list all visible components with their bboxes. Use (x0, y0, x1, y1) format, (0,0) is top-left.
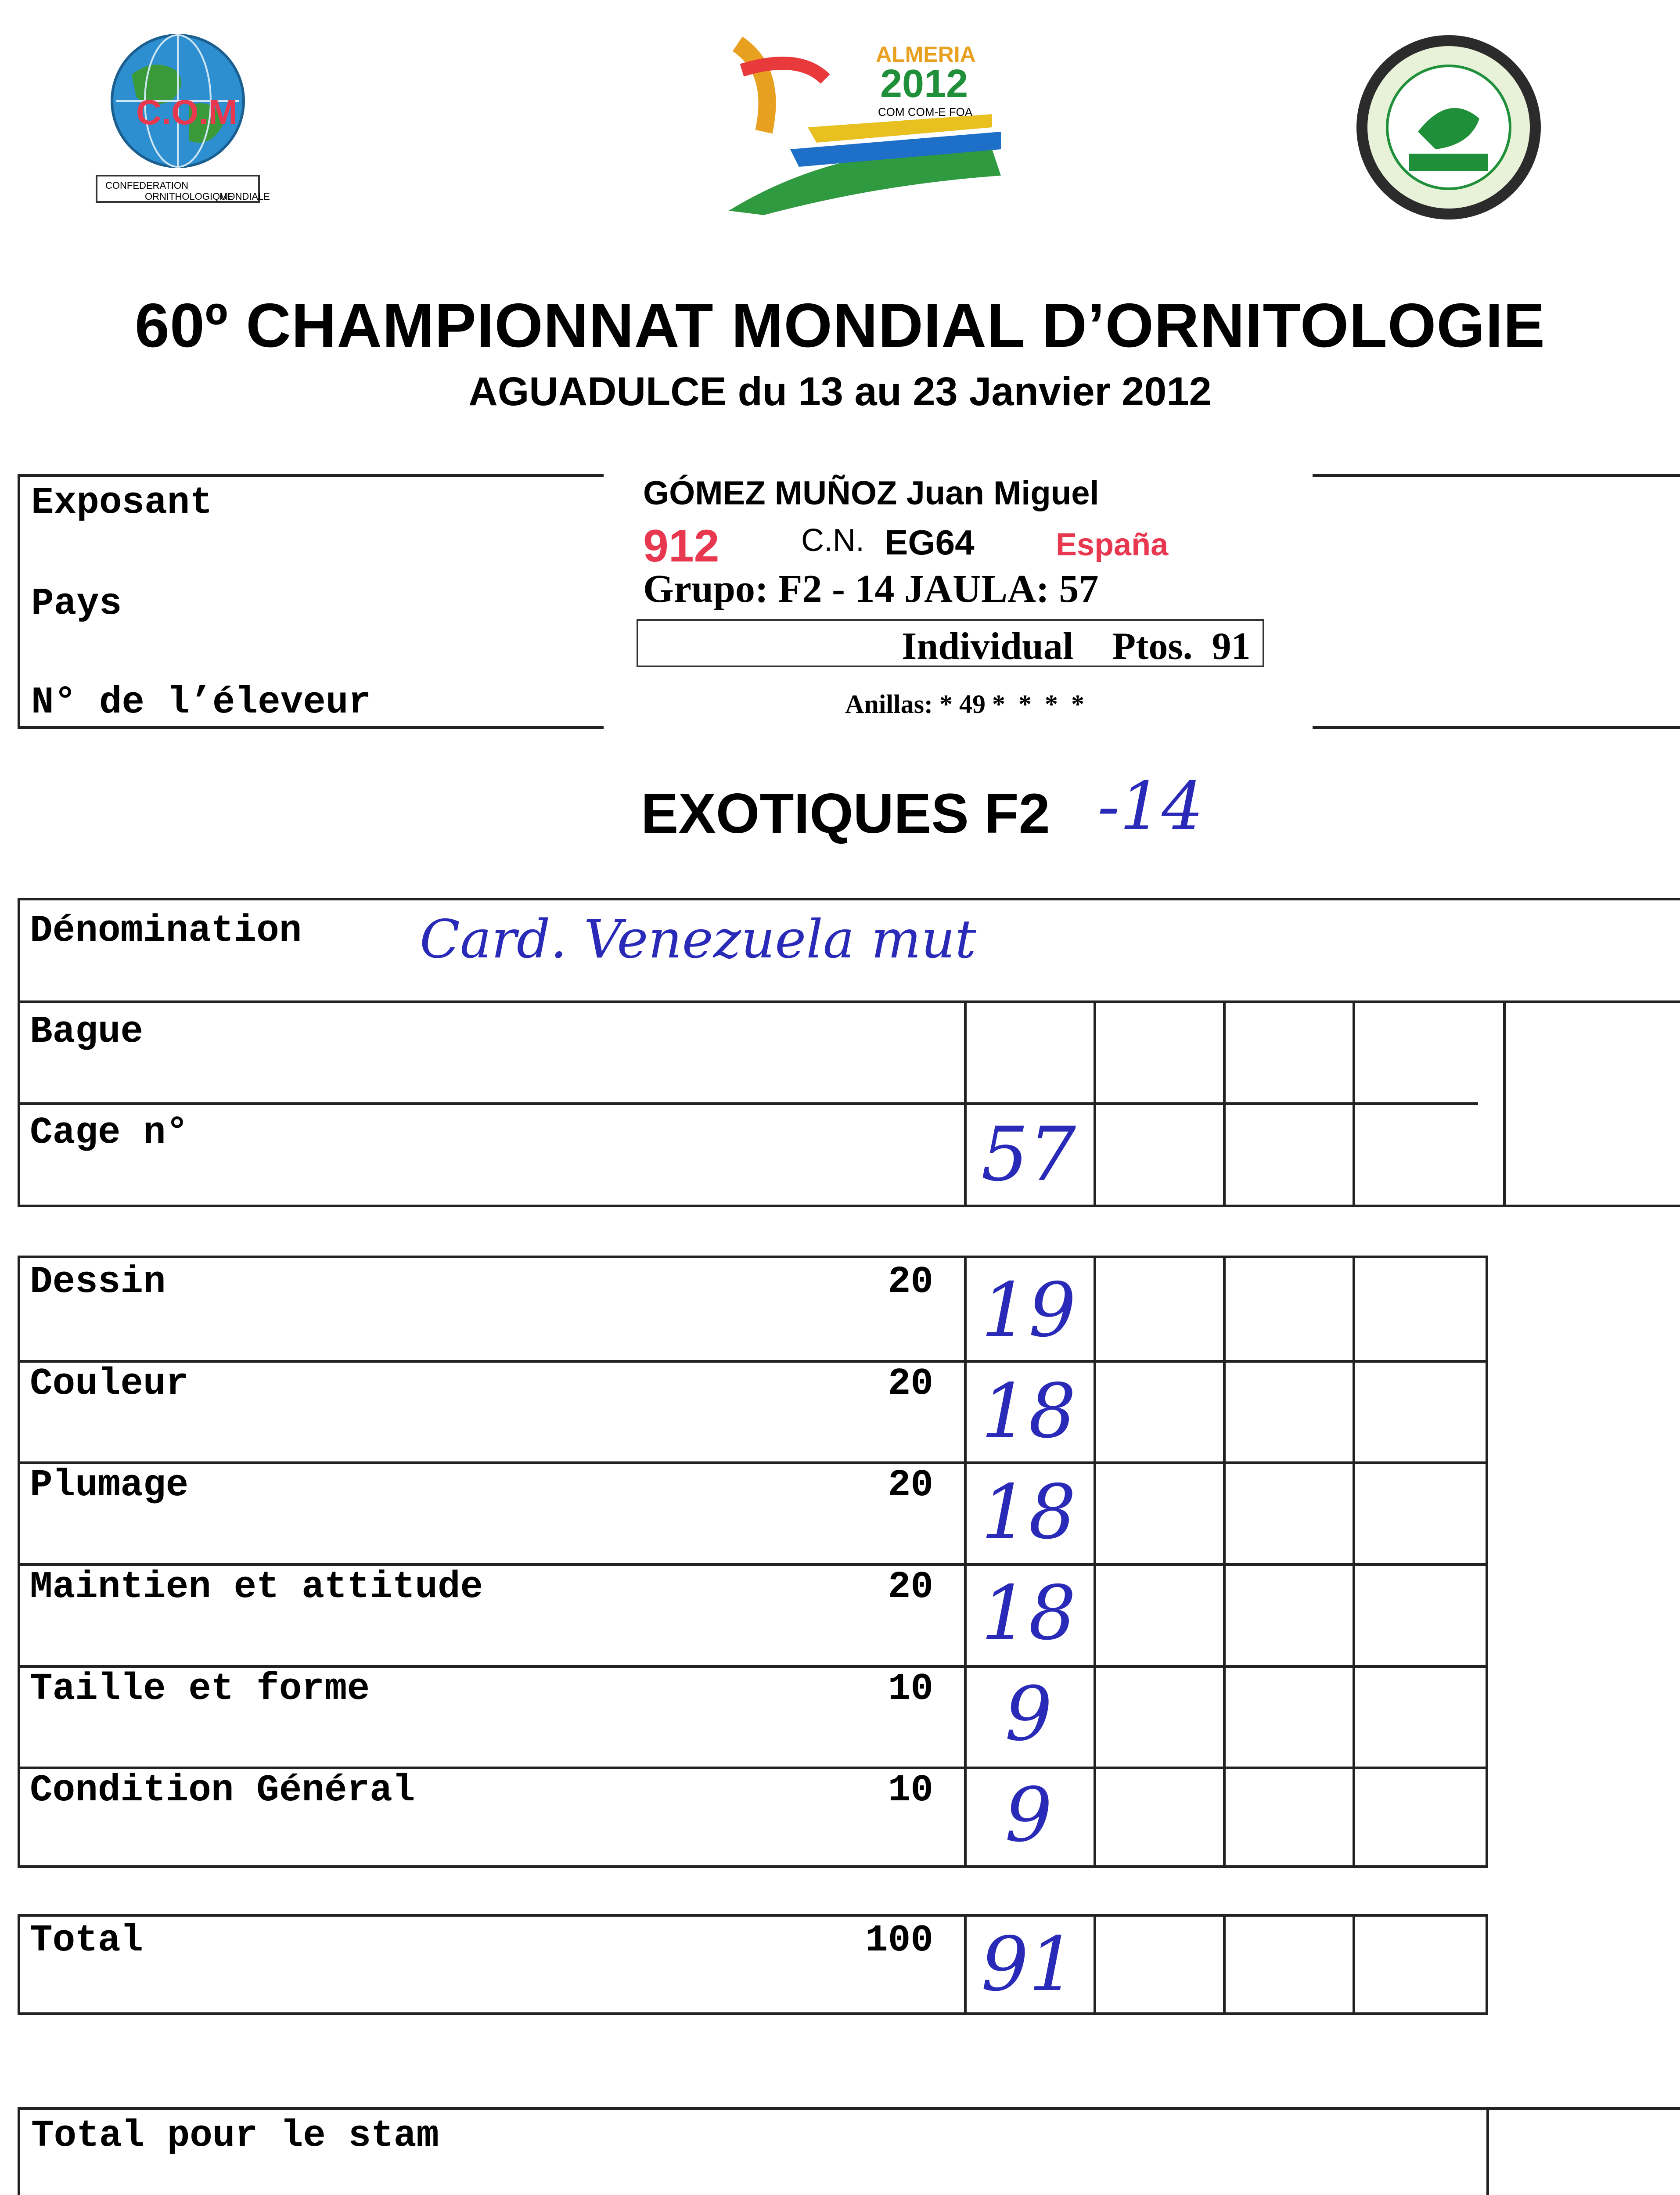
individual-points-box (637, 619, 1264, 667)
collection-table (18, 2107, 1680, 2195)
group-cage-info: Grupo: F2 - 14 JAULA: 57 (643, 567, 1099, 611)
criterion-dessin-max: 20 (888, 1260, 933, 1303)
identity-table (18, 898, 1680, 1207)
criterion-condition-score: 9 (1004, 1772, 1053, 1859)
criterion-couleur-score: 18 (981, 1368, 1076, 1455)
criterion-plumage-score: 18 (981, 1469, 1076, 1556)
criterion-taille-max: 10 (888, 1667, 933, 1710)
rings: Anillas: * 49 * * * * (845, 690, 1085, 719)
exhibitor-label-card (604, 461, 1313, 733)
breeder-number-label: N° de l’éleveur (31, 681, 371, 724)
criterion-taille-score: 9 (1004, 1671, 1053, 1758)
com-logo-caption-2: ORNITHOLOGIQUE (145, 191, 234, 202)
criterion-couleur-max: 20 (888, 1362, 933, 1405)
criterion-condition-label: Condition Général (30, 1769, 415, 1812)
pays-label: Pays (31, 582, 122, 625)
criterion-maintien-max: 20 (888, 1565, 933, 1608)
page-subtitle: AGUADULCE du 13 au 23 Janvier 2012 (468, 369, 1212, 414)
criterion-maintien-label: Maintien et attitude (30, 1565, 483, 1608)
total-label: Total (30, 1919, 144, 1962)
total-table (18, 1914, 1488, 2015)
exhibitor-name: GÓMEZ MUÑOZ Juan Miguel (643, 475, 1099, 512)
criterion-taille-label: Taille et forme (30, 1667, 370, 1710)
almeria-logo-name: ALMERIA (876, 42, 976, 67)
criterion-dessin-label: Dessin (30, 1260, 166, 1303)
individual-points: Individual Ptos. 91 (902, 625, 1251, 668)
com-logo-caption: CONFEDERATION (105, 180, 189, 191)
almeria-logo-year: 2012 (880, 62, 968, 106)
cn-code: EG64 (885, 523, 975, 562)
criterion-dessin-score: 19 (981, 1267, 1076, 1354)
total-max: 100 (865, 1919, 933, 1962)
com-globe-logo (75, 18, 281, 211)
denomination-value: Card. Venezuela mut (420, 909, 976, 970)
com-logo-text: C.O.M (136, 93, 238, 132)
com-logo-caption-3: MONDIALE (219, 191, 270, 202)
almeria-2012-logo (711, 18, 1018, 220)
exhibitor-number: 912 (643, 521, 719, 572)
criterion-maintien-score: 18 (981, 1570, 1076, 1657)
almeria-logo-caption: COM COM-E FOA (878, 105, 973, 119)
total-score: 91 (981, 1921, 1076, 2008)
cage-value: 57 (981, 1111, 1076, 1198)
criterion-condition-max: 10 (888, 1769, 933, 1812)
criterion-couleur-label: Couleur (30, 1362, 189, 1405)
page-title: 60º CHAMPIONNAT MONDIAL D’ORNITOLOGIE (134, 291, 1545, 360)
criterion-plumage-max: 20 (888, 1464, 933, 1507)
section-title: EXOTIQUES F2 (641, 782, 1050, 845)
total-stam-label: Total pour le stam (31, 2114, 439, 2157)
criterion-plumage-label: Plumage (30, 1464, 189, 1507)
bague-label: Bague (30, 1010, 144, 1053)
section-handwritten-number: -14 (1097, 768, 1204, 845)
exposant-label: Exposant (31, 481, 212, 524)
denomination-label: Dénomination (30, 909, 302, 952)
exhibitor-country: España (1056, 527, 1169, 562)
criteria-table (18, 1256, 1488, 1868)
federacion-ornitologica-andalucia-seal (1348, 31, 1550, 224)
cage-label: Cage n° (30, 1111, 189, 1154)
cn-label: C.N. (801, 523, 864, 558)
